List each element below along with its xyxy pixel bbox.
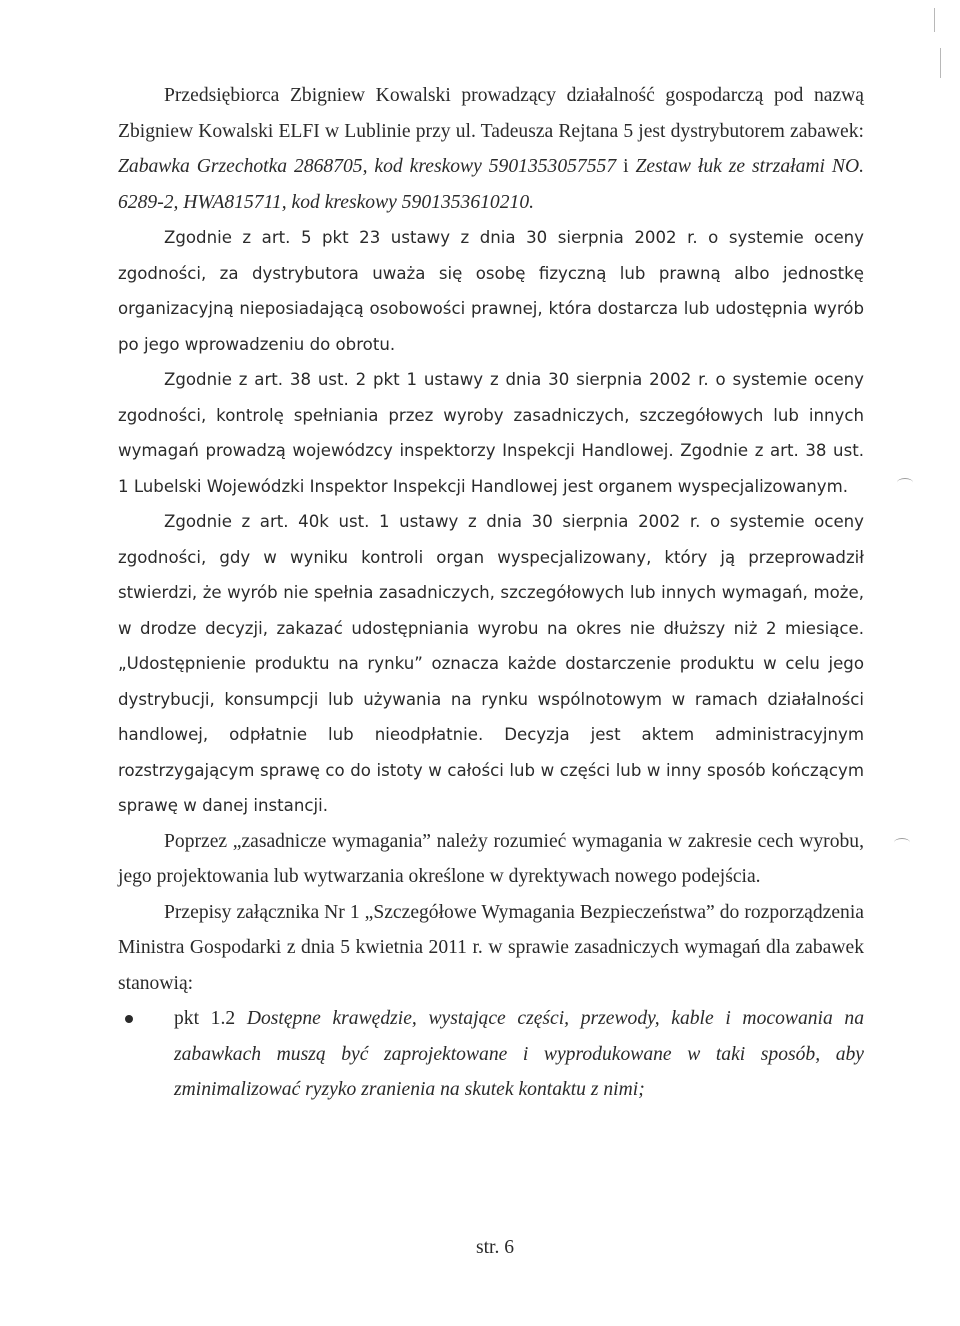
list-item-label: pkt 1.2: [174, 1008, 236, 1029]
document-body: [118, 78, 864, 1108]
joiner-text: i: [623, 156, 629, 177]
bullet-icon: [125, 1015, 133, 1023]
paragraph-art5: Zgodnie z art. 5 pkt 23 ustawy z dnia 30 sierpnia 2002 r. o systemie oceny zgodności, za dystrybutora uważa się osobę fizyczną lub prawną albo jednostkę organizacyjną nieposiadającą osobowości prawnej, która dostarcza lub udostępnia wyrób po jego wprowadzeniu do obrotu.: [118, 228, 864, 354]
requirements-list: [118, 1001, 864, 1108]
paragraph-art38: Zgodnie z art. 38 ust. 2 pkt 1 ustawy z dnia 30 sierpnia 2002 r. o systemie oceny zgodności, kontrolę spełniania przez wyroby zasadniczych, szczegółowych lub innych wymagań prowadzą wojewódzcy inspektorzy Inspekcji Handlowej. Zgodnie z art. 38 ust. 1 Lubelski Wojewódzki Inspektor Inspekcji Handlowej jest organem wyspecjalizowanym.: [118, 370, 864, 496]
scan-mark: [894, 838, 910, 847]
product-bow-set: Zestaw łuk ze strzałami NO. 6289-2, HWA815711, kod kreskowy 5901353610210.: [118, 156, 865, 213]
scan-mark: [934, 8, 935, 32]
paragraph-distributor: [118, 78, 864, 220]
list-item: [118, 1001, 864, 1108]
paragraph-regulation: Przepisy załącznika Nr 1 „Szczegółowe Wymagania Bezpieczeństwa” do rozporządzenia Ministra Gospodarki z dnia 5 kwietnia 2011 r. w sprawie zasadniczych wymagań dla zabawek stanowią:: [118, 901, 864, 994]
scan-mark: [940, 48, 941, 78]
paragraph-art40k: Zgodnie z art. 40k ust. 1 ustawy z dnia 30 sierpnia 2002 r. o systemie oceny zgodności, gdy w wyniku kontroli organ wyspecjalizowany, który ją przeprowadził stwierdzi, że wyrób nie spełnia zasadniczych, szczegółowych lub innych wymagań, może, w drodze decyzji, zakazać udostępniania wyrobu na okres nie dłuższy niż 2 miesiące. „Udostępnienie produktu na rynku” oznacza każde dostarczenie produktu w celu jego dystrybucji, konsumpcji lub używania na rynku wspólnotowym w ramach działalności handlowej, odpłatnie lub nieodpłatnie. Decyzja jest aktem administracyjnym rozstrzygającym sprawę co do istoty w całości lub w części lub w inny sposób kończącym sprawę w danej instancji.: [118, 512, 864, 815]
paragraph-text: Przedsiębiorca Zbigniew Kowalski prowadzący działalność gospodarczą pod nazwą Zbigniew Kowalski ELFI w Lublinie przy ul. Tadeusza Rejtana 5 jest dystrybutorem zabawek:: [118, 85, 864, 142]
paragraph-essential-requirements: Poprzez „zasadnicze wymagania” należy rozumieć wymagania w zakresie cech wyrobu, jego projektowania lub wytwarzania określone w dyrektywach nowego podejścia.: [118, 830, 864, 887]
product-rattle: Zabawka Grzechotka 2868705, kod kreskowy 5901353057557: [118, 156, 617, 177]
list-item-text: Dostępne krawędzie, wystające części, przewody, kable i mocowania na zabawkach muszą być zaprojektowane i wyprodukowane w taki sposób, aby zminimalizować ryzyko zranienia na skutek kontaktu z nimi;: [174, 1008, 865, 1100]
scan-mark: [897, 478, 913, 487]
page-number: str. 6: [475, 1237, 515, 1258]
